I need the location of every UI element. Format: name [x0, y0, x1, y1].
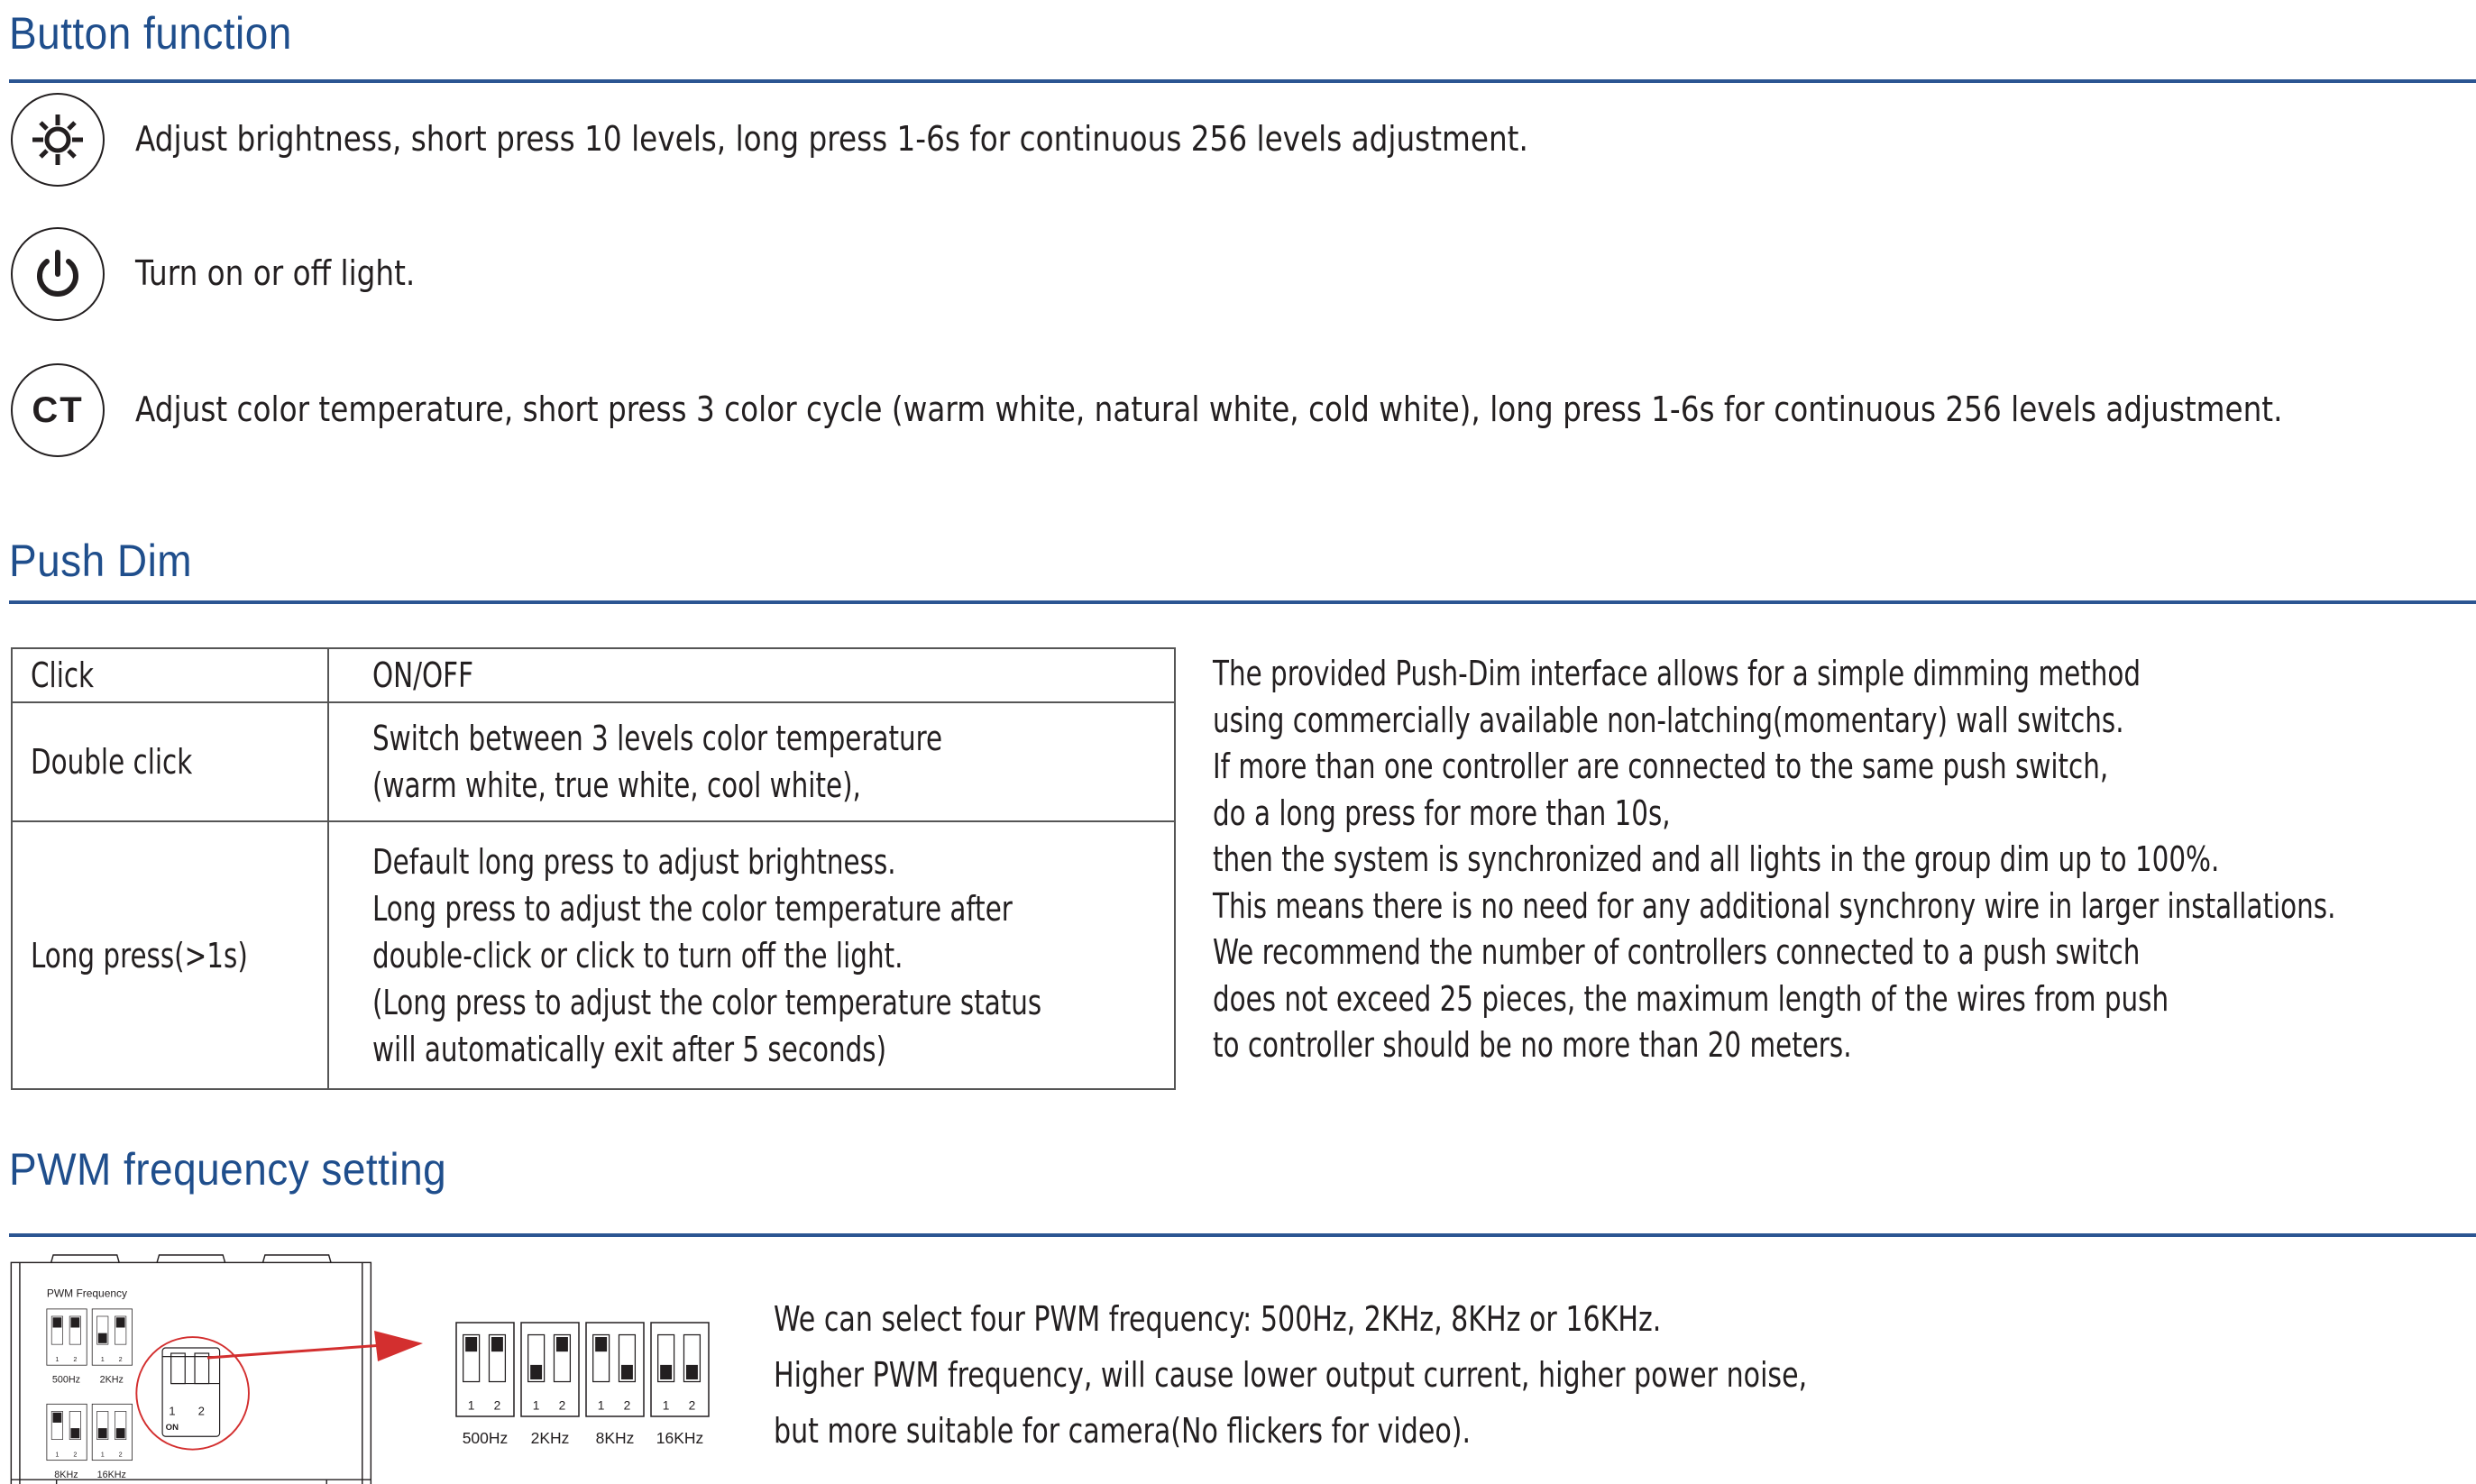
- dip-knob-up: [556, 1337, 568, 1351]
- dip-knob-down: [530, 1365, 542, 1379]
- frequency-label: 500Hz: [462, 1429, 509, 1447]
- dip-knob-up: [465, 1337, 477, 1351]
- svg-text:1: 1: [55, 1355, 60, 1364]
- svg-text:2: 2: [493, 1398, 501, 1413]
- table-row: [12, 648, 1175, 702]
- pwm-description: We can select four PWM frequency: 500Hz, 2KHz, 8KHz or 16KHz. Higher PWM frequency, will cause lower output current, higher power noise, but more suitable for camera(No flickers for video).: [774, 1299, 1808, 1451]
- svg-text:2: 2: [623, 1398, 631, 1413]
- frequency-label: 2KHz: [530, 1429, 570, 1447]
- dip-switch-8khz: [47, 1404, 87, 1460]
- button-function-description: Turn on or off light.: [135, 253, 416, 293]
- svg-text:2: 2: [197, 1404, 205, 1418]
- table-cell-result: ON/OFF: [328, 648, 1175, 702]
- svg-text:2: 2: [118, 1355, 123, 1364]
- dip-switch-2khz: [92, 1309, 132, 1365]
- power-icon: [11, 227, 105, 321]
- arrow-icon: [203, 1325, 428, 1379]
- svg-text:16KHz: 16KHz: [96, 1469, 126, 1480]
- dip-knob-up: [116, 1317, 125, 1327]
- dip-switch-8khz: [586, 1323, 644, 1447]
- table-row: [12, 702, 1175, 821]
- svg-text:8KHz: 8KHz: [54, 1469, 78, 1480]
- table-cell-action: Double click: [12, 702, 328, 821]
- svg-text:1: 1: [597, 1398, 605, 1413]
- dip-switch-settings: [451, 1312, 721, 1456]
- section-title-push-dim: Push Dim: [9, 536, 193, 586]
- svg-text:2KHz: 2KHz: [99, 1374, 124, 1386]
- svg-text:2: 2: [688, 1398, 696, 1413]
- svg-text:2: 2: [73, 1355, 78, 1364]
- dip-knob-down: [116, 1428, 125, 1438]
- svg-text:2: 2: [118, 1450, 123, 1459]
- dip-switch-16khz: [651, 1323, 709, 1447]
- svg-text:1: 1: [169, 1404, 176, 1418]
- dip-knob-down: [98, 1333, 107, 1343]
- button-function-description: Adjust color temperature, short press 3 color cycle (warm white, natural white, cold white), long press 1-6s for continuous 256 levels adjustment.: [135, 389, 2283, 429]
- dip-knob-down: [686, 1365, 698, 1379]
- section-divider: [9, 600, 2476, 604]
- dip-knob-up: [53, 1317, 62, 1327]
- table-cell-result: Default long press to adjust brightness. Long press to adjust the color temperature after double-click or click to turn off the light. (Long press to adjust the color temperature status will automatically exit after 5 seconds): [328, 821, 1175, 1089]
- svg-text:1: 1: [662, 1398, 670, 1413]
- dip-knob-up: [70, 1317, 79, 1327]
- dip-switch-2khz: [521, 1323, 579, 1447]
- svg-text:1: 1: [55, 1450, 60, 1459]
- svg-text:1: 1: [100, 1355, 105, 1364]
- push-dim-description: The provided Push-Dim interface allows for a simple dimming method using commercially available non-latching(momentary) wall switchs. If more than one controller are connected to the same push switch, do a long press for more than 10s, then the system is synchronized and all lights in the group dim up to 100%. This means there is no need for any additional synchrony wire in larger installations. We recommend the number of controllers connected to a push switch does not exceed 25 pieces, the maximum length of the wires from push to controller should be no more than 20 meters.: [1213, 654, 2336, 1065]
- section-divider: [9, 79, 2476, 83]
- section-divider: [9, 1233, 2476, 1237]
- dip-switch-500hz: [47, 1309, 87, 1365]
- push-dim-table: [11, 647, 1176, 1090]
- dip-knob-down: [70, 1428, 79, 1438]
- dip-knob-down: [621, 1365, 633, 1379]
- table-cell-result: Switch between 3 levels color temperature (warm white, true white, cool white),: [328, 702, 1175, 821]
- table-cell-action: Click: [12, 648, 328, 702]
- ct-icon: [11, 363, 105, 457]
- sun-brightness-icon: [11, 93, 105, 187]
- dip-knob-down: [98, 1428, 107, 1438]
- svg-text:2: 2: [558, 1398, 566, 1413]
- svg-text:500Hz: 500Hz: [51, 1374, 81, 1386]
- ct-icon-label: CT: [32, 389, 84, 430]
- svg-text:1: 1: [532, 1398, 540, 1413]
- device-label: PWM Frequency: [46, 1287, 128, 1300]
- dip-knob-up: [491, 1337, 503, 1351]
- frequency-label: 16KHz: [656, 1429, 704, 1447]
- section-title-button-function: Button function: [9, 8, 292, 59]
- dip-switch-16khz: [92, 1404, 132, 1460]
- svg-text:1: 1: [467, 1398, 475, 1413]
- dip-knob-up: [595, 1337, 607, 1351]
- dip-knob-down: [660, 1365, 672, 1379]
- table-cell-action: Long press(>1s): [12, 821, 328, 1089]
- dip-on-label: ON: [165, 1423, 179, 1434]
- dip-switch-500hz: [456, 1323, 514, 1447]
- svg-text:1: 1: [100, 1450, 105, 1459]
- table-row: [12, 821, 1175, 1089]
- frequency-label: 8KHz: [595, 1429, 635, 1447]
- button-function-description: Adjust brightness, short press 10 levels, long press 1-6s for continuous 256 levels adjustment.: [135, 119, 1528, 159]
- dip-knob-up: [53, 1413, 62, 1423]
- svg-text:2: 2: [73, 1450, 78, 1459]
- section-title-pwm: PWM frequency setting: [9, 1144, 447, 1195]
